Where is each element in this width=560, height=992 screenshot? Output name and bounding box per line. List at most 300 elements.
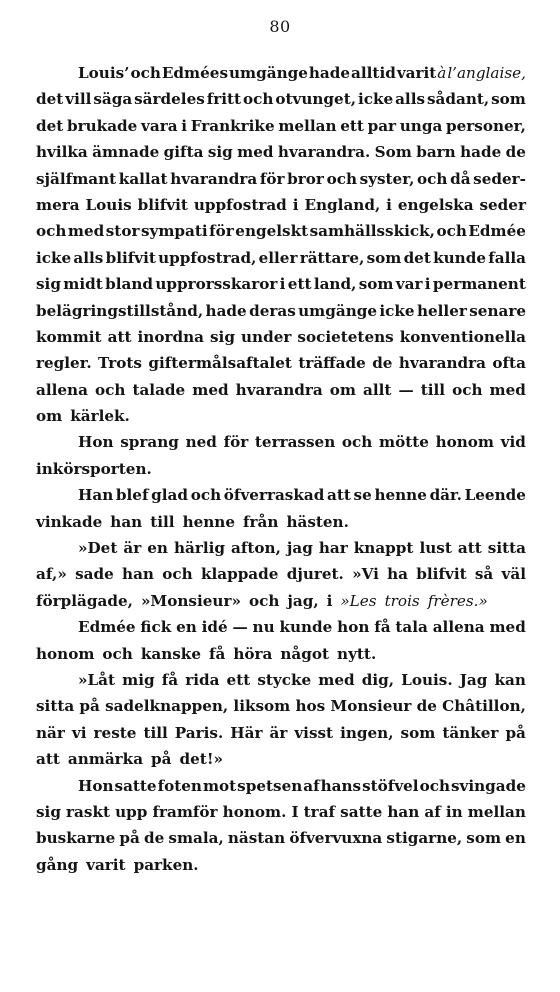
word: under [240,327,292,346]
word: spetsen [237,776,303,795]
word: ämnade [92,143,160,162]
word: honom. [222,802,287,821]
word: han [122,565,154,584]
text-line [36,139,526,165]
word: satte [340,802,383,821]
word: sådant, [426,90,490,109]
word: tala [395,618,428,637]
word: hästen. [286,512,349,531]
word: rida [185,670,220,689]
word: mera [36,195,80,214]
word: ned [185,433,217,452]
word: eller [258,248,298,267]
word: träffade [298,354,366,373]
word: frères.» [427,591,488,610]
word: af,» [36,565,67,584]
text-line [36,86,526,112]
word: särdeles [134,90,205,109]
word: terrassen [254,433,336,452]
word: med [318,670,355,689]
word: allena [432,618,485,637]
word: unga [399,116,443,135]
word: med [489,380,526,399]
word: vill [65,90,92,109]
word: tänker [442,723,499,742]
word: »Les [340,591,377,610]
text-line [36,192,526,218]
word: upprorsskaror [155,275,278,294]
word: att [36,750,60,769]
word: icke [357,90,394,109]
word: Trots [98,354,142,373]
word: vinkade [36,512,103,531]
word: som [358,275,394,294]
word: l’anglaise, [447,64,526,82]
word: med [489,618,526,637]
word: där. [429,486,462,505]
word: hans [320,776,362,795]
text-line [36,113,526,139]
word: I [291,802,299,821]
word: af [303,776,320,795]
word: stor [105,222,140,241]
word: väl [501,565,526,584]
text-line [36,667,526,693]
text-line [36,298,526,324]
word: klappade [200,565,279,584]
word: och [248,591,280,610]
word: ett [226,670,251,689]
word: traf [303,802,336,821]
word: blifvit [416,565,467,584]
word: det [403,248,431,267]
word: midt [63,275,103,294]
word: då [450,169,471,188]
word: alls [73,248,104,267]
word: hvilka [36,143,88,162]
word: så [474,565,494,584]
word: varit [396,64,437,82]
word: fick [140,618,172,637]
word: till [143,723,168,742]
word: som [466,829,502,848]
word: för [259,169,285,188]
word: lust [419,539,452,558]
word: och [36,222,67,241]
word: liksom [233,697,291,716]
text-line [36,799,526,825]
word: gång [36,855,79,874]
word: sadelknappen, [105,697,229,716]
word: mellan [278,116,337,135]
word: engelska [397,195,474,214]
word: umgänge [298,301,378,320]
word: de [416,697,437,716]
word: blifvit [137,195,188,214]
word: det!» [179,750,223,769]
word: ofta [492,354,526,373]
word: Louis’ [78,64,130,82]
text-line [36,482,526,508]
word: Här [230,723,263,742]
word: umgänge [229,64,308,82]
text-line [36,561,526,587]
word: glad [151,486,189,505]
word: och [190,486,222,505]
word: nytt. [337,644,377,663]
text-line [36,693,526,719]
word: få [374,618,391,637]
word: på [151,750,172,769]
word: Louis [85,195,132,214]
text-line [36,614,526,640]
word: gifta [163,143,204,162]
word: hvarandra [235,380,323,399]
word: på [119,829,140,848]
word: att [457,539,482,558]
word: med [237,143,274,162]
word: var [395,275,423,294]
word: bror [287,169,324,188]
word: sade [75,565,114,584]
word: och [326,169,357,188]
word: permanent [432,275,526,294]
text-line [36,825,526,851]
word: deras [249,301,296,320]
word: djuret. [286,565,344,584]
word: kunde [279,618,333,637]
text-line [36,588,526,614]
word: jag [286,539,313,558]
text-line [36,852,526,878]
word: få [209,644,226,663]
text-line [36,60,526,86]
word: satte [114,776,157,795]
word: knappt [353,539,414,558]
word: barn [416,143,456,162]
word: något [280,644,330,663]
word: i [181,116,188,135]
word: uppfostrad, [158,248,257,267]
word: sig [36,802,61,821]
text-line [36,403,526,429]
word: — [398,380,414,399]
word: hon [337,618,370,637]
word: fritt [206,90,242,109]
word: hos [295,697,326,716]
word: ha [387,565,409,584]
text-line [36,720,526,746]
word: engelskt [235,222,309,241]
word: är [123,539,142,558]
word: sig [207,143,233,162]
word: trois [384,591,420,610]
word: henne [374,486,427,505]
word: stycke [257,670,312,689]
word: vid [500,433,526,452]
word: Frankrike [190,116,275,135]
text-line [36,218,526,244]
word: reste [93,723,137,742]
word: hade [308,64,351,82]
word: på [79,697,100,716]
page-number: 80 [269,17,291,36]
word: uppfostrad [193,195,287,214]
word: inkörsporten. [36,459,152,478]
word: — [232,618,248,637]
word: land, [313,275,357,294]
word: säga [93,90,133,109]
word: sig [36,275,61,294]
word: att [327,486,351,505]
text-line [36,377,526,403]
word: från [243,512,279,531]
word: senare [469,301,526,320]
word: de [372,354,393,373]
word: det [36,116,64,135]
word: en [147,539,168,558]
word: alltid [351,64,396,82]
text-line [36,166,526,192]
word: framför [152,802,218,821]
text-line [36,456,526,482]
word: sympati [140,222,208,241]
word: till [420,380,446,399]
word: de [143,829,165,848]
word: belägringstillstånd, [36,301,204,320]
word: och [130,64,161,82]
word: i [279,275,286,294]
word: samhällsskick, [309,222,435,241]
word: Edmées [161,64,229,82]
word: och [162,565,193,584]
word: öfvervuxna [289,829,383,848]
word: varit [86,855,126,874]
word: det [36,90,64,109]
text-line [36,245,526,271]
word: ingen, [340,723,394,742]
word: höra [233,644,273,663]
word: sitta [487,539,526,558]
word: i [326,591,333,610]
word: Leende [464,486,526,505]
word: för [223,433,249,452]
word: à [437,64,447,82]
word: Paris. [174,723,224,742]
word: »Monsieur» [140,591,241,610]
word: honom [435,433,494,452]
word: bland [105,275,153,294]
word: nu [252,618,275,637]
word: societetens [297,327,394,346]
word: Edmée [78,618,136,637]
word: med [67,222,105,241]
word: regler. [36,354,92,373]
word: kommit [36,327,102,346]
word: sig [210,327,235,346]
word: buskarne [36,829,116,848]
word: förplägade, [36,591,133,610]
word: och [452,380,483,399]
word: Han [78,486,114,505]
word: och [243,90,274,109]
word: giftermålsaftalet [148,354,292,373]
word: seder [479,195,526,214]
word: »Vi [352,565,379,584]
word: Louis. [401,670,453,689]
word: se [353,486,372,505]
word: nästan [227,829,286,848]
word: honom [36,644,95,663]
word: hvarandra. [277,143,371,162]
word: icke [379,301,415,320]
word: Hon [78,776,114,795]
word: de [505,143,526,162]
word: i [424,275,431,294]
word: brukade [67,116,138,135]
word: en [505,829,526,848]
word: visst [294,723,334,742]
word: England, [304,195,381,214]
word: har [318,539,348,558]
word: hade [460,143,502,162]
text-line [36,773,526,799]
body-text [36,60,526,878]
word: om [36,407,63,426]
word: mot [202,776,237,795]
word: »Det [78,539,118,558]
word: stöfvel [362,776,419,795]
word: för [209,222,234,241]
word: dig, [361,670,395,689]
word: svingade [450,776,526,795]
word: smala, [168,829,224,848]
word: sitta [36,697,75,716]
word: hade [205,301,247,320]
word: mötte [379,433,429,452]
word: och [436,222,467,241]
word: vara [141,116,178,135]
word: att [107,327,132,346]
word: som [366,248,402,267]
word: syster, [359,169,415,188]
word: och [417,169,448,188]
word: Monsieur [330,697,412,716]
word: alls [395,90,426,109]
word: vi [71,723,87,742]
word: jag, [287,591,319,610]
word: mig [122,670,155,689]
text-line [36,746,526,772]
word: mellan [467,802,526,821]
word: seder- [473,169,526,188]
word: Edmée [468,222,526,241]
word: in [445,802,463,821]
word: parken. [133,855,199,874]
word: och [341,433,373,452]
word: par [367,116,397,135]
word: ett [340,116,364,135]
word: när [36,723,65,742]
word: afton, [231,539,281,558]
text-line [36,324,526,350]
word: i [292,195,299,214]
word: icke [36,248,72,267]
text-line [36,271,526,297]
text-line [36,509,526,535]
word: Hon [78,433,114,452]
word: idé [201,618,228,637]
word: rättare, [299,248,365,267]
word: Châtillon, [442,697,526,716]
word: själfmant [36,169,117,188]
word: Jag [459,670,488,689]
word: allena [36,380,88,399]
word: talade [132,380,186,399]
word: till [150,512,175,531]
text-line [36,429,526,455]
word: kan [494,670,526,689]
word: han [110,512,143,531]
word: som [491,90,526,109]
word: få [161,670,179,689]
word: blef [115,486,149,505]
word: och [102,644,133,663]
word: personer, [446,116,526,135]
word: allt [363,380,392,399]
word: och [419,776,450,795]
word: med [192,380,229,399]
word: otvunget, [275,90,357,109]
word: sprang [120,433,179,452]
word: om [329,380,356,399]
text-line [36,641,526,667]
word: foten [157,776,202,795]
word: falla [488,248,526,267]
word: öfverraskad [223,486,325,505]
word: ett [287,275,312,294]
word: upp [115,802,148,821]
word: inordna [137,327,204,346]
word: på [505,723,526,742]
word: hvarandra [398,354,486,373]
word: kunde [433,248,486,267]
word: i [386,195,392,214]
word: kanske [140,644,201,663]
word: kärlek. [70,407,130,426]
word: raskt [66,802,110,821]
word: kallat [118,169,168,188]
word: stigarne, [386,829,463,848]
word: konventionella [399,327,526,346]
text-line [36,350,526,376]
word: han [387,802,420,821]
word: är [269,723,288,742]
text-line [36,535,526,561]
word: af [424,802,441,821]
word: heller [416,301,467,320]
word: som [400,723,436,742]
word: härlig [173,539,225,558]
word: blifvit [105,248,156,267]
word: en [176,618,197,637]
word: »Låt [78,670,116,689]
word: anmärka [67,750,144,769]
word: Som [374,143,412,162]
word: hvarandra [170,169,258,188]
word: henne [182,512,236,531]
word: och [94,380,126,399]
